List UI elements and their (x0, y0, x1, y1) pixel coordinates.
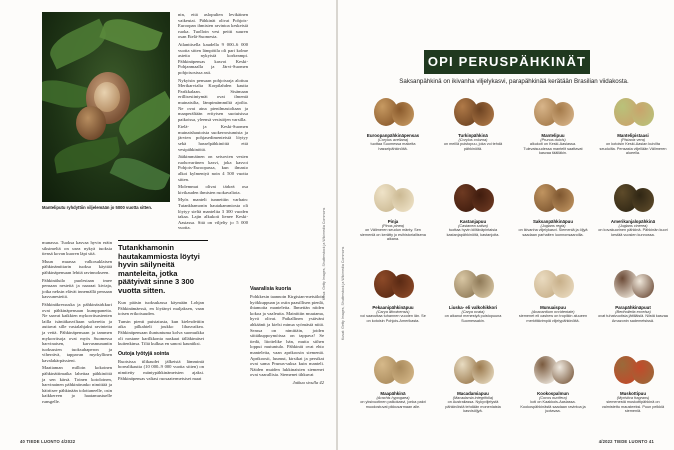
photo-caption: Manteliputu ryhdyttiin viljelemään jo 5000 vuotta sitten. (42, 205, 153, 210)
subheading: Outoja lyötyjä sointa (118, 350, 170, 357)
nut-image (448, 264, 498, 302)
paragraph: Molemmat olivat tärkeä osa kivikauden ihmisten ruokavaliota. (178, 184, 248, 195)
nut-name: Saksanpähkinäpuu (532, 219, 573, 224)
nut-description: on kotoisin Keski-Aasian kuivilta seuduilta. Pensasta viljellään Välimeren alueella. (599, 142, 667, 156)
nut-latin-name: (Macadamia integrifolia) (452, 396, 494, 400)
nut-description: koti on Kaakkois-Aasiassa. Kookospähkinästä saadaan ravintoa ja juotavaa. (520, 400, 586, 414)
nut-description: on ikivanha viljelykasvi. Siemeniä ja öljyä saadaan parhaiten luonnonsaaroilla. (518, 228, 588, 237)
nut-latin-name: (Myristica fragrans) (616, 396, 650, 400)
subheading: Vaaralisia kuoria (250, 286, 291, 292)
nut-description: tuottaa Suomessa makeita hasselpähkinöitä. (370, 142, 416, 151)
continues-note: Jatkuu sivulla 42 (292, 379, 324, 385)
nut-description: ovat tuhatvuotisia jättiläisiä. Niistä kasvaa Amazonin sademetsissä. (598, 314, 668, 323)
nut-image (448, 350, 498, 388)
left-page (0, 0, 336, 450)
nut-image (608, 264, 658, 302)
page-folio: 40 TIEDE LUONTO 4/2022 (20, 439, 76, 444)
nut-card (438, 264, 508, 323)
nut-latin-name: (Pinus pinea) (381, 224, 405, 228)
nut-image (608, 350, 658, 388)
paragraph: Maatiaman milloin kokoinen pähkinättimaika lahettaa pähkinöitä ja sen kärsä. Toinen kotoloinen, harvinainen pähkinärunko nimittää ja häiritsee pähkinään tolottaneelle, osin kaikkereen jo haatamustuelle runsgelle. (42, 365, 112, 405)
paragraph: Pohkkesin taannoin Kirgisian-metsäloin hyökkuppuan ja ostin paasillisen pienlä, ihtamoita manteleita. Ihmettän niiden kokoa ja vaaleutta. Mainittiin muutama, hyvä olivat. Paikallinen ystäväni ahkäänit ja kielsi minua syömästä niitä. Seassa on nimittäin, joiden siittäkuppoymöissa on tappava! Se tiedä, liiottelike hän, mutta siihen loppui mutuntulo. Pähkinät ovat ehto manteleita, vaan aprikoosin siemeniä. Aprikoosit, luumut, kirsikat ja persikat ovat sama Prunus-suksa kuin manteli. Näiden muiden lukkinaisten siemenet ovat vaarallisia. Siemenet tihkuvat (250, 294, 324, 378)
nut-description: on Välimeren seudun mänty. Sen siemeniä on kerätty jo esihistoriallisena aikana. (360, 228, 426, 242)
nut-card (518, 264, 588, 323)
nut-card (598, 264, 668, 323)
paragraph: Nykyisin pensaan pohjoisraja alottuu Merikarvialta Korpilahden kautta Parikkalaan. Sisämaan erillisesiintymät ovat ilmentä muinaisilta, lämpimämmiltä ajoilta. Ne ovat aina pienilmastoltaan ja maaperältään erityisen suotuisissa paikoissa, yleensä vesistöjen varsilla. (178, 77, 248, 122)
paragraph: munassa. Tuoksa kasvaa hyvin eräin siksimeltä on usea nykyä tuoksia tiensä kovan kuoren läpi sitä. (42, 240, 112, 257)
nut-image (448, 92, 498, 130)
paragraph: nin, että aslopulien levikäinen vaikeutai. Pähkinät olivat Pohjois-Euroopan ihmisten ravintoa keskeisiä ruoka. Tuolloin vesi peitti suuren osan Etelä-Suomesta. (178, 12, 248, 40)
nut-description: on kovakuorinen pähkinä. Pähkinän kuori kestää vuosien kunnossa. (598, 228, 668, 237)
pull-quote-text: Tutankhamonin hautakammiosta löytyi hyvin säilyneitä manteleita, jotka päätyivät sinne 3 300 vuotta sitten. (118, 243, 200, 295)
nut-card (358, 178, 428, 242)
nut-name: Amerikanjalopähkinä (610, 219, 656, 224)
nut-description: siemenet eli cashew on tropiikin aluueen merkittävimpiä viljelypähkinöitä. (518, 314, 588, 323)
nut-image (528, 178, 578, 216)
nut-card (438, 350, 508, 414)
nut-latin-name: (Anacardium occidentale) (531, 310, 575, 314)
nut-description: on meillä puistopuu, joka voi tehdä pähkinöitä. (443, 142, 503, 151)
nut-card (598, 178, 668, 237)
nut-description: on aikanut menestyä puistopuuna Suomessakin. (444, 314, 502, 323)
text-column-3 (118, 300, 204, 383)
nut-description: voi saavuttaa tuhannen vuoden iän. Se on kotoisin Pohjois-Amerikasta. (360, 314, 426, 323)
nut-latin-name: (Arachis hypogaea) (376, 396, 410, 400)
nut-card (358, 92, 428, 151)
nut-latin-name: (Pistacia vera) (620, 138, 646, 142)
nut-name: Turkinpähkinä (458, 133, 488, 138)
nut-image (528, 350, 578, 388)
nut-latin-name: (Corylus colurna) (458, 138, 488, 142)
nut-latin-name: (Corylus avellana) (377, 138, 409, 142)
text-column-4 (250, 282, 324, 388)
paragraph: Jääkimmäinen on seisovien vesien ruohovartinen kasvi, joka kasvoi Pohjois-Euroopassa, kun ilmasto alkoi kylmentyä noin 4 500 vuotta sitten. (178, 154, 248, 182)
hazelnut-photo (42, 12, 170, 202)
nut-description: on yksivuotinen palkokasvi, jonka palot muodostuvat pikkusarmaan alle. (360, 400, 426, 409)
text-column-2 (178, 12, 248, 233)
nut-image (528, 264, 578, 302)
nut-description: on Australiassa. Nykyviljelystä pähkinöistä tehdään monenlaista kasvisöljyä. (445, 400, 501, 414)
nut-name: Mantelipistaasi (617, 133, 649, 138)
nut-image (528, 92, 578, 130)
nut-name: Pinja (387, 219, 399, 224)
paragraph: Muun muassa valkosuklaisen pähkinämittarin tuoksa käyttää pähkinäpensaan lehtiä ravinnokseen. (42, 258, 112, 275)
nut-card (598, 92, 668, 156)
nut-name: Muskottipuu (619, 391, 647, 396)
nut-latin-name: (Carya illinoinensis) (376, 310, 410, 314)
nut-latin-name: (Juglans cinerea) (618, 224, 648, 228)
nut-card (358, 350, 428, 409)
nut-name: Kookospalmun (537, 391, 569, 396)
nut-latin-name: (Prunus dulcis) (540, 138, 566, 142)
nut-name: Kastanjapuu (459, 219, 487, 224)
nut-latin-name: (Castanea sativa) (458, 224, 488, 228)
nut-name: Parapähkinäpuut (615, 305, 651, 310)
nut-image (368, 92, 418, 130)
nut-name: Pekaanipähkinäpuu (372, 305, 414, 310)
nut-latin-name: (Carya ovata) (461, 310, 485, 314)
paragraph: Kun pääsin tuoksukassa käymään Lohjan Pähkinämäessä, en löytänyt maljaksen, vaan toisen erikoisuuden. (118, 300, 204, 317)
nut-name: Euroopanpähkinäpensas (366, 133, 420, 138)
nut-name: Liuska- eli valkohikkori (448, 305, 498, 310)
nut-image (448, 178, 498, 216)
nut-name: Mantelipuu (541, 133, 565, 138)
nut-latin-name: (Bertholletia excelsa) (615, 310, 651, 314)
nut-card (598, 350, 668, 414)
nut-image (608, 92, 658, 130)
pull-quote (118, 240, 208, 296)
intro-text: Saksanpähkinä on ikivanha viljelykasvi, parapähkinää kerätään Brasilian viidakosta. (399, 78, 629, 85)
page-title: OPI PERUSPÄHKINÄT (424, 50, 590, 74)
nut-name: Macadamiapuu (457, 391, 489, 396)
paragraph: Tunsin pienti puistatusta, kun kielesdettiin aika pilkahteli joukko lihasvaikea. Pähkinäpensaan iluntuntuma kolva suomuikka oli nostane karilkkonta naskaat tälläkimäset kuitenkinsa. Tiliä kulkua en sanosi kauniiksi. (118, 318, 204, 347)
nut-latin-name: (Cocos nucifera) (539, 396, 567, 400)
nut-card (518, 92, 588, 156)
paragraph: Ruotsissa tilikaudet jälkeistä lämmintä borealikautta (10 000–9 000 vuotta sitten) on nimitetty mäntypähkinämetsien ajaksi. Pähkinäpensas valtasi ruosaatermetsiset maat (118, 358, 204, 381)
paragraph: Myös manteli tunnettiin varhain: Tutankhamonin hautakammiosta oli löytyy sieltä mantelita 3 300 vuoden takaa. Lajin alkukoti lienee Keski-Aasiassa. Sitä on viljelty jo 5 000 vuotta. (178, 197, 248, 231)
nut-card (518, 178, 588, 237)
nut-image (368, 264, 418, 302)
nut-image (368, 178, 418, 216)
nut-card (438, 92, 508, 151)
paragraph: Pähkinäkressuska ja pähkinäsirkkuri ovat pähkinäpensaan kumppaneita. Ne saavat kaikkien mykorritsasienten lailla isäntäkasviltaan sokereita ja auttavat sille vastalahjaksi ravinteita ja vettä. Pähkinäpensaan ja tammen mykorritsoja ovat myös Suomessa harvinaisen, karvasmunantin tuoksusien tuoksuhaperon ja viherrävä, tappavan myrkyllinen kavalakärpässieni. (42, 301, 112, 363)
nut-card (518, 350, 588, 414)
nut-name: Maapähkinä (380, 391, 406, 396)
paragraph: Pähkinäluilo puolestaan imee pensaan nesteitä ja naaraat kiviaja, jotka neksin elävät innemällä pensaan kasvunesteitä. (42, 277, 112, 300)
nut-description: tuottaa hyvin kiiltäväpintaisia kastanjapähkinöitä, kastanjoita. (446, 228, 500, 237)
photo-credit: Kuvat: Getty Images, Shutterstock ja Wikimedia Commons (341, 246, 345, 340)
paragraph: Atlanttisella kaudella 9 000–6 000 vuotta sitten lämpötila oli pari kolme astetta nykyistä korkeampi. Pähkinäpensas kasvoi Keski-Pohjanmaalla ja Järvi-Suomen pohjoisosissa asti. (178, 41, 248, 75)
nut-description: siemenestä muskottipähkinä on valmistettu mausteeksi. Puun pelkkiä siemeniä. (601, 400, 665, 414)
nut-image (608, 178, 658, 216)
nut-card (438, 178, 508, 237)
nut-name: Munuaispuu (540, 305, 566, 310)
vertical-credit: Kuva: Getty Images, Shutterstock ja Wikimedia Commons (322, 207, 326, 300)
pull-quote-rule (118, 240, 208, 241)
nut-description: alkukoti on Keski-Aasiassa. Tulevaisuudessa mantelit saattavat kasvaa täälläkin. (523, 142, 583, 156)
nut-latin-name: (Juglans regia) (540, 224, 566, 228)
nut-image (368, 350, 418, 388)
right-page (338, 0, 674, 450)
paragraph: Etelä- ja Keski-Suomen muinaishautoista suokerrostumista ja järvien pohjasedimenteistä löytyy sekä hasselpähkinöitä että vesipähkinöitä. (178, 124, 248, 152)
page-folio: 4/2022 TIEDE LUONTO 41 (598, 439, 654, 444)
text-column-1 (42, 240, 112, 407)
nut-card (358, 264, 428, 323)
